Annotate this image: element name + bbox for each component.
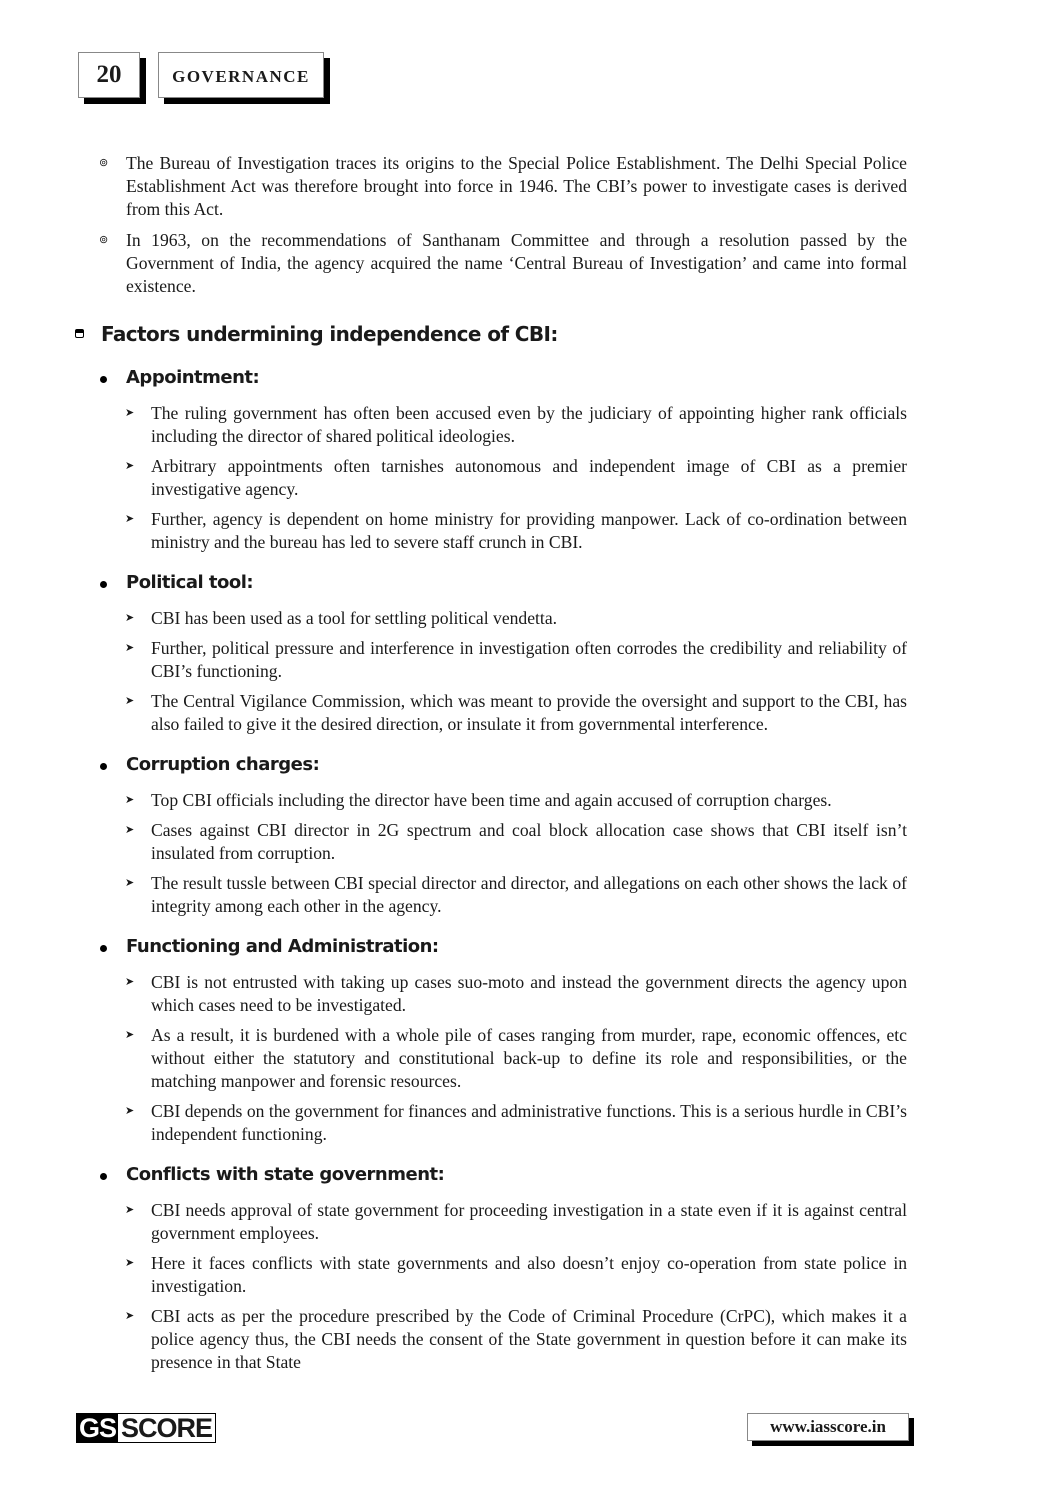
list-item: [125, 508, 907, 554]
arrow-bullet-icon: ➤: [125, 642, 135, 654]
page-number: 20: [78, 52, 140, 98]
list-item: [125, 690, 907, 736]
list-item-text: CBI depends on the government for finances and administrative functions. This is a serious hurdle in CBI’s independent functioning.: [151, 1101, 907, 1144]
arrow-bullet-icon: ➤: [125, 976, 135, 988]
list-item-text: CBI is not entrusted with taking up cases suo-moto and instead the government directs the agency upon which cases need to be investigated.: [151, 972, 907, 1015]
list-item: [125, 1100, 907, 1146]
list-item: [125, 607, 907, 630]
subheading-text: Corruption charges:: [126, 754, 320, 775]
arrow-bullet-icon: ➤: [125, 1029, 135, 1041]
list-item: [125, 1305, 907, 1374]
page-content: [0, 152, 1058, 1381]
list-item-text: In 1963, on the recommendations of Santhanam Committee and through a resolution passed by the Government of India, the agency acquired the name ‘Central Bureau of Investigation’ and came into formal existence.: [126, 230, 907, 296]
dot-bullet-icon: [100, 1173, 107, 1180]
arrow-bullet-icon: ➤: [125, 1310, 135, 1322]
list-item: [125, 1199, 907, 1245]
list-item-text: The ruling government has often been accused even by the judiciary of appointing higher rank officials including the director of shared political ideologies.: [151, 403, 907, 446]
list-item: [125, 1252, 907, 1298]
arrow-bullet-icon: ➤: [125, 824, 135, 836]
subheading: [126, 751, 1058, 779]
list-item: [125, 402, 907, 448]
arrow-bullet-icon: ➤: [125, 612, 135, 624]
arrow-bullet-icon: ➤: [125, 1105, 135, 1117]
list-item: [125, 872, 907, 918]
dot-bullet-icon: [100, 945, 107, 952]
list-item-text: Cases against CBI director in 2G spectrum and coal block allocation case shows that CBI itself isn’t insulated from corruption.: [151, 820, 907, 863]
gsscore-logo: [76, 1413, 216, 1443]
list-item-text: Here it faces conflicts with state governments and also doesn’t enjoy co-operation from state police in investigation.: [151, 1253, 907, 1296]
subheading: [126, 364, 1058, 392]
list-item-text: CBI needs approval of state government for proceeding investigation in a state even if it is against central government employees.: [151, 1200, 907, 1243]
arrow-bullet-icon: ➤: [125, 460, 135, 472]
section-heading-text: Factors undermining independence of CBI:: [101, 322, 558, 346]
circle-bullet-icon: ⊚: [99, 234, 109, 246]
arrow-bullet-icon: ➤: [125, 407, 135, 419]
dot-bullet-icon: [100, 376, 107, 383]
arrow-bullet-icon: ➤: [125, 695, 135, 707]
website-url[interactable]: www.iasscore.in: [747, 1413, 909, 1441]
list-item-text: CBI has been used as a tool for settling political vendetta.: [151, 608, 558, 628]
square-bullet-icon: [75, 329, 84, 338]
subheading-text: Political tool:: [126, 572, 254, 593]
circle-bullet-icon: ⊚: [99, 157, 109, 169]
list-item-text: Top CBI officials including the director have been time and again accused of corruption charges.: [151, 790, 832, 810]
list-item-text: As a result, it is burdened with a whole pile of cases ranging from murder, rape, economic offences, etc without either the statutory and constitutional back-up to define its role and responsibilities, or the matching manpower and forensic resources.: [151, 1025, 907, 1091]
list-item-text: Further, agency is dependent on home ministry for providing manpower. Lack of co-ordination between ministry and the bureau has led to severe staff crunch in CBI.: [151, 509, 907, 552]
subheading: [126, 933, 1058, 961]
list-item: [125, 971, 907, 1017]
list-item: [125, 637, 907, 683]
subheading-text: Conflicts with state government:: [126, 1164, 445, 1185]
dot-bullet-icon: [100, 763, 107, 770]
arrow-bullet-icon: ➤: [125, 513, 135, 525]
subheading-text: Appointment:: [126, 367, 260, 388]
list-item: [99, 152, 907, 221]
dot-bullet-icon: [100, 581, 107, 588]
list-item-text: Arbitrary appointments often tarnishes autonomous and independent image of CBI as a premier investigative agency.: [151, 456, 907, 499]
arrow-bullet-icon: ➤: [125, 794, 135, 806]
section-heading: [101, 319, 1058, 349]
logo-score: SCORE: [121, 1413, 213, 1443]
list-item: [125, 789, 907, 812]
arrow-bullet-icon: ➤: [125, 1204, 135, 1216]
section-title: GOVERNANCE: [158, 52, 324, 98]
list-item: [99, 229, 907, 298]
arrow-bullet-icon: ➤: [125, 877, 135, 889]
list-item-text: The Central Vigilance Commission, which was meant to provide the oversight and support to the CBI, has also failed to give it the desired direction, or insulate it from governmental interference.: [151, 691, 907, 734]
list-item-text: CBI acts as per the procedure prescribed by the Code of Criminal Procedure (CrPC), which makes it a police agency thus, the CBI needs the consent of the State government in question before it can make its presence in that State: [151, 1306, 907, 1372]
subheading-text: Functioning and Administration:: [126, 936, 439, 957]
subheading: [126, 569, 1058, 597]
list-item-text: The result tussle between CBI special director and director, and allegations on each other shows the lack of integrity among each other in the agency.: [151, 873, 907, 916]
list-item: [125, 819, 907, 865]
logo-gs: GS: [79, 1413, 117, 1443]
subheading: [126, 1161, 1058, 1189]
arrow-bullet-icon: ➤: [125, 1257, 135, 1269]
list-item-text: The Bureau of Investigation traces its origins to the Special Police Establishment. The Delhi Special Police Establishment Act was therefore brought into force in 1946. The CBI’s power to investigate cases is derived from this Act.: [126, 153, 907, 219]
list-item-text: Further, political pressure and interference in investigation often corrodes the credibility and reliability of CBI’s functioning.: [151, 638, 907, 681]
list-item: [125, 455, 907, 501]
list-item: [125, 1024, 907, 1093]
